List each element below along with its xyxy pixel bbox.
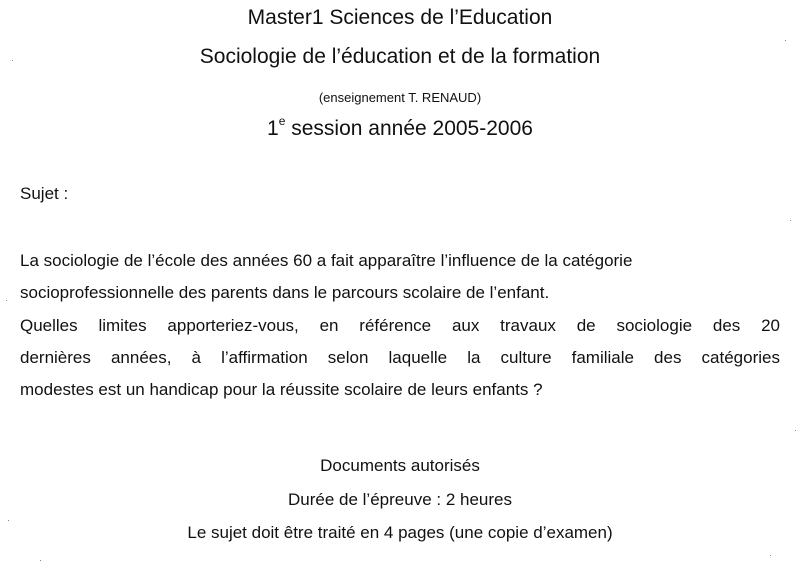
teacher-note: (enseignement T. RENAUD) bbox=[318, 90, 482, 105]
subject-question-line: modestes est un handicap pour la réussite scolaire de leurs enfants ? bbox=[20, 380, 543, 399]
page-instructions: Le sujet doit être traité en 4 pages (une copie d’examen) bbox=[187, 523, 613, 542]
subject-paragraph-context bbox=[20, 245, 780, 309]
subject-label: Sujet : bbox=[20, 184, 69, 203]
session-ordinal: e bbox=[278, 114, 286, 128]
subject-paragraph-context-line: La sociologie de l’école des années 60 a fait apparaître l’influence de la catégorie bbox=[20, 251, 633, 270]
subject-question-line: dernières années, à l’affirmation selon laquelle la culture familiale des catégories bbox=[20, 348, 780, 367]
documents-authorized: Documents autorisés bbox=[320, 456, 480, 475]
session-line bbox=[0, 116, 800, 141]
subject-question-line: Quelles limites apporteriez-vous, en référence aux travaux de sociologie des 20 bbox=[20, 316, 780, 335]
session-year: session année 2005-2006 bbox=[285, 117, 533, 140]
course-subtitle: Sociologie de l’éducation et de la formation bbox=[199, 45, 601, 68]
subject-paragraph-question bbox=[20, 310, 780, 406]
course-title: Master1 Sciences de l’Education bbox=[247, 6, 553, 29]
exam-duration: Durée de l’épreuve : 2 heures bbox=[288, 490, 512, 509]
subject-paragraph-context-line: socioprofessionnelle des parents dans le parcours scolaire de l’enfant. bbox=[20, 283, 550, 302]
session-number: 1 bbox=[267, 117, 279, 140]
